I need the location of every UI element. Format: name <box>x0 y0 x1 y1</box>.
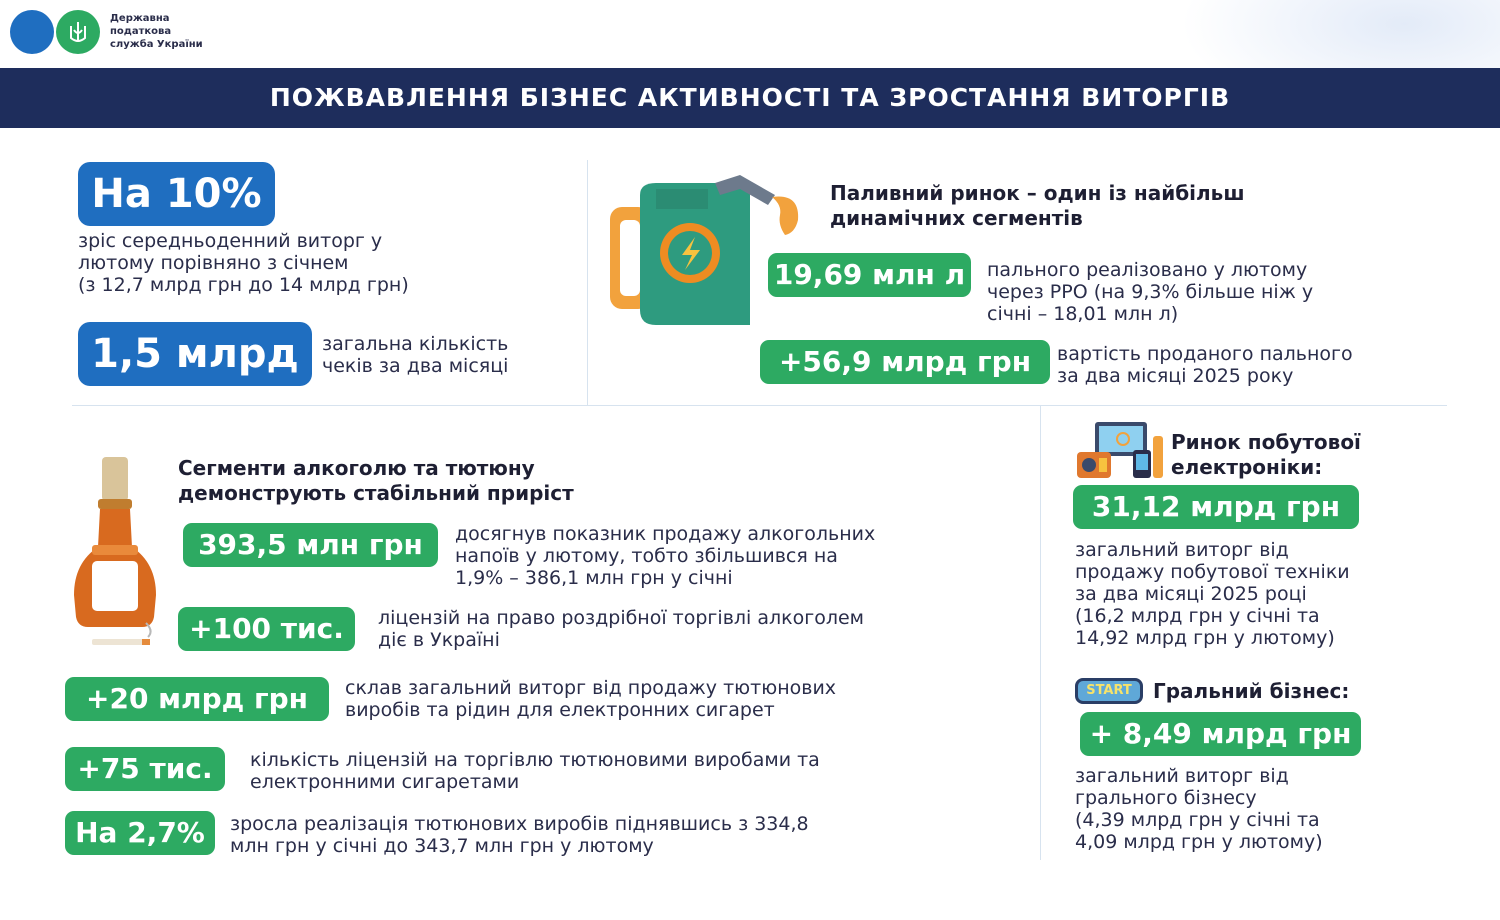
alcohol-heading-line2: демонструють стабільний приріст <box>178 481 574 505</box>
alcohol-stat2-line2: діє в Україні <box>378 629 500 651</box>
tobacco-stat3-badge: На 2,7% <box>65 811 215 855</box>
checks-line1: загальна кількість <box>322 333 509 355</box>
start-icon <box>1075 678 1143 704</box>
logo-text <box>110 12 203 51</box>
gambling-heading: Гральний бізнес: <box>1153 679 1350 703</box>
title-banner <box>0 68 1500 128</box>
org-line2: податкова <box>110 26 172 37</box>
revenue-badge: На 10% <box>78 162 275 226</box>
fuel-stat2-line2: за два місяці 2025 року <box>1057 365 1294 387</box>
tobacco-stat2-line2: електронними сигаретами <box>250 771 520 793</box>
gambling-line2: грального бізнесу <box>1075 787 1257 809</box>
alcohol-stat1-line1: досягнув показник продажу алкогольних <box>455 523 876 545</box>
electronics-line1: загальний виторг від <box>1075 539 1289 561</box>
alcohol-stat1-line3: 1,9% – 386,1 млн грн у січні <box>455 567 733 589</box>
electronics-badge: 31,12 млрд грн <box>1073 485 1359 529</box>
checks-line2: чеків за два місяці <box>322 355 509 377</box>
tobacco-stat1-line2: виробів та рідин для електронних сигарет <box>345 699 775 721</box>
electronics-line3: за два місяці 2025 році <box>1075 583 1307 605</box>
revenue-line1: зріс середньоденний виторг у <box>78 230 383 252</box>
org-line3: служба України <box>110 39 203 50</box>
revenue-line2: лютому порівняно з січнем <box>78 252 349 274</box>
electronics-line5: 14,92 млрд грн у лютому) <box>1075 627 1335 649</box>
electronics-line4: (16,2 млрд грн у січні та <box>1075 605 1320 627</box>
fuel-stat1-line2: через РРО (на 9,3% більше ніж у <box>987 281 1314 303</box>
alcohol-heading-line1: Сегменти алкоголю та тютюну <box>178 456 535 480</box>
gambling-line1: загальний виторг від <box>1075 765 1289 787</box>
fuel-stat2-line1: вартість проданого пального <box>1057 343 1353 365</box>
org-line1: Державна <box>110 13 170 24</box>
logo-circle-blue <box>10 10 54 54</box>
electronics-line2: продажу побутової техніки <box>1075 561 1350 583</box>
tobacco-stat3-line2: млн грн у січні до 343,7 млн грн у лютому <box>230 835 654 857</box>
gambling-badge: + 8,49 млрд грн <box>1080 712 1361 756</box>
logo-circle-green <box>56 10 100 54</box>
divider-bottom-vertical <box>1040 405 1041 860</box>
electronics-heading-line2: електроніки: <box>1171 455 1323 479</box>
alcohol-stat1-badge: 393,5 млн грн <box>183 523 438 567</box>
fuel-stat2-badge: +56,9 млрд грн <box>760 340 1050 384</box>
tobacco-stat3-line1: зросла реалізація тютюнових виробів піднявшись з 334,8 <box>230 813 809 835</box>
electronics-icon <box>1075 420 1167 482</box>
fuel-stat1-badge: 19,69 млн л <box>768 253 971 297</box>
tobacco-stat2-badge: +75 тис. <box>65 747 225 791</box>
trident-icon <box>56 10 100 54</box>
fuel-stat1-line1: пального реалізовано у лютому <box>987 259 1308 281</box>
electronics-heading-line1: Ринок побутової <box>1171 430 1361 454</box>
fuel-heading-line2: динамічних сегментів <box>830 206 1083 230</box>
fuel-stat1-line3: січні – 18,01 млн л) <box>987 303 1179 325</box>
bottle-icon <box>68 455 163 660</box>
divider-horizontal <box>72 405 1447 406</box>
tobacco-stat2-line1: кількість ліцензій на торгівлю тютюновими виробами та <box>250 749 820 771</box>
alcohol-stat1-line2: напоїв у лютому, тобто збільшився на <box>455 545 838 567</box>
page-title: ПОЖВАВЛЕННЯ БІЗНЕС АКТИВНОСТІ ТА ЗРОСТАННЯ ВИТОРГІВ <box>269 83 1231 112</box>
gambling-line4: 4,09 млрд грн у лютому) <box>1075 831 1323 853</box>
start-icon-label: START <box>1086 683 1132 698</box>
tobacco-stat1-line1: склав загальний виторг від продажу тютюнових <box>345 677 837 699</box>
alcohol-stat2-line1: ліцензій на право роздрібної торгівлі алкоголем <box>378 607 865 629</box>
checks-badge: 1,5 млрд <box>78 322 312 386</box>
divider-top-vertical <box>587 160 588 405</box>
tobacco-stat1-badge: +20 млрд грн <box>65 677 329 721</box>
alcohol-stat2-badge: +100 тис. <box>178 607 355 651</box>
gambling-line3: (4,39 млрд грн у січні та <box>1075 809 1320 831</box>
revenue-line3: (з 12,7 млрд грн до 14 млрд грн) <box>78 274 409 296</box>
fuel-heading-line1: Паливний ринок – один із найбільш <box>830 181 1245 205</box>
